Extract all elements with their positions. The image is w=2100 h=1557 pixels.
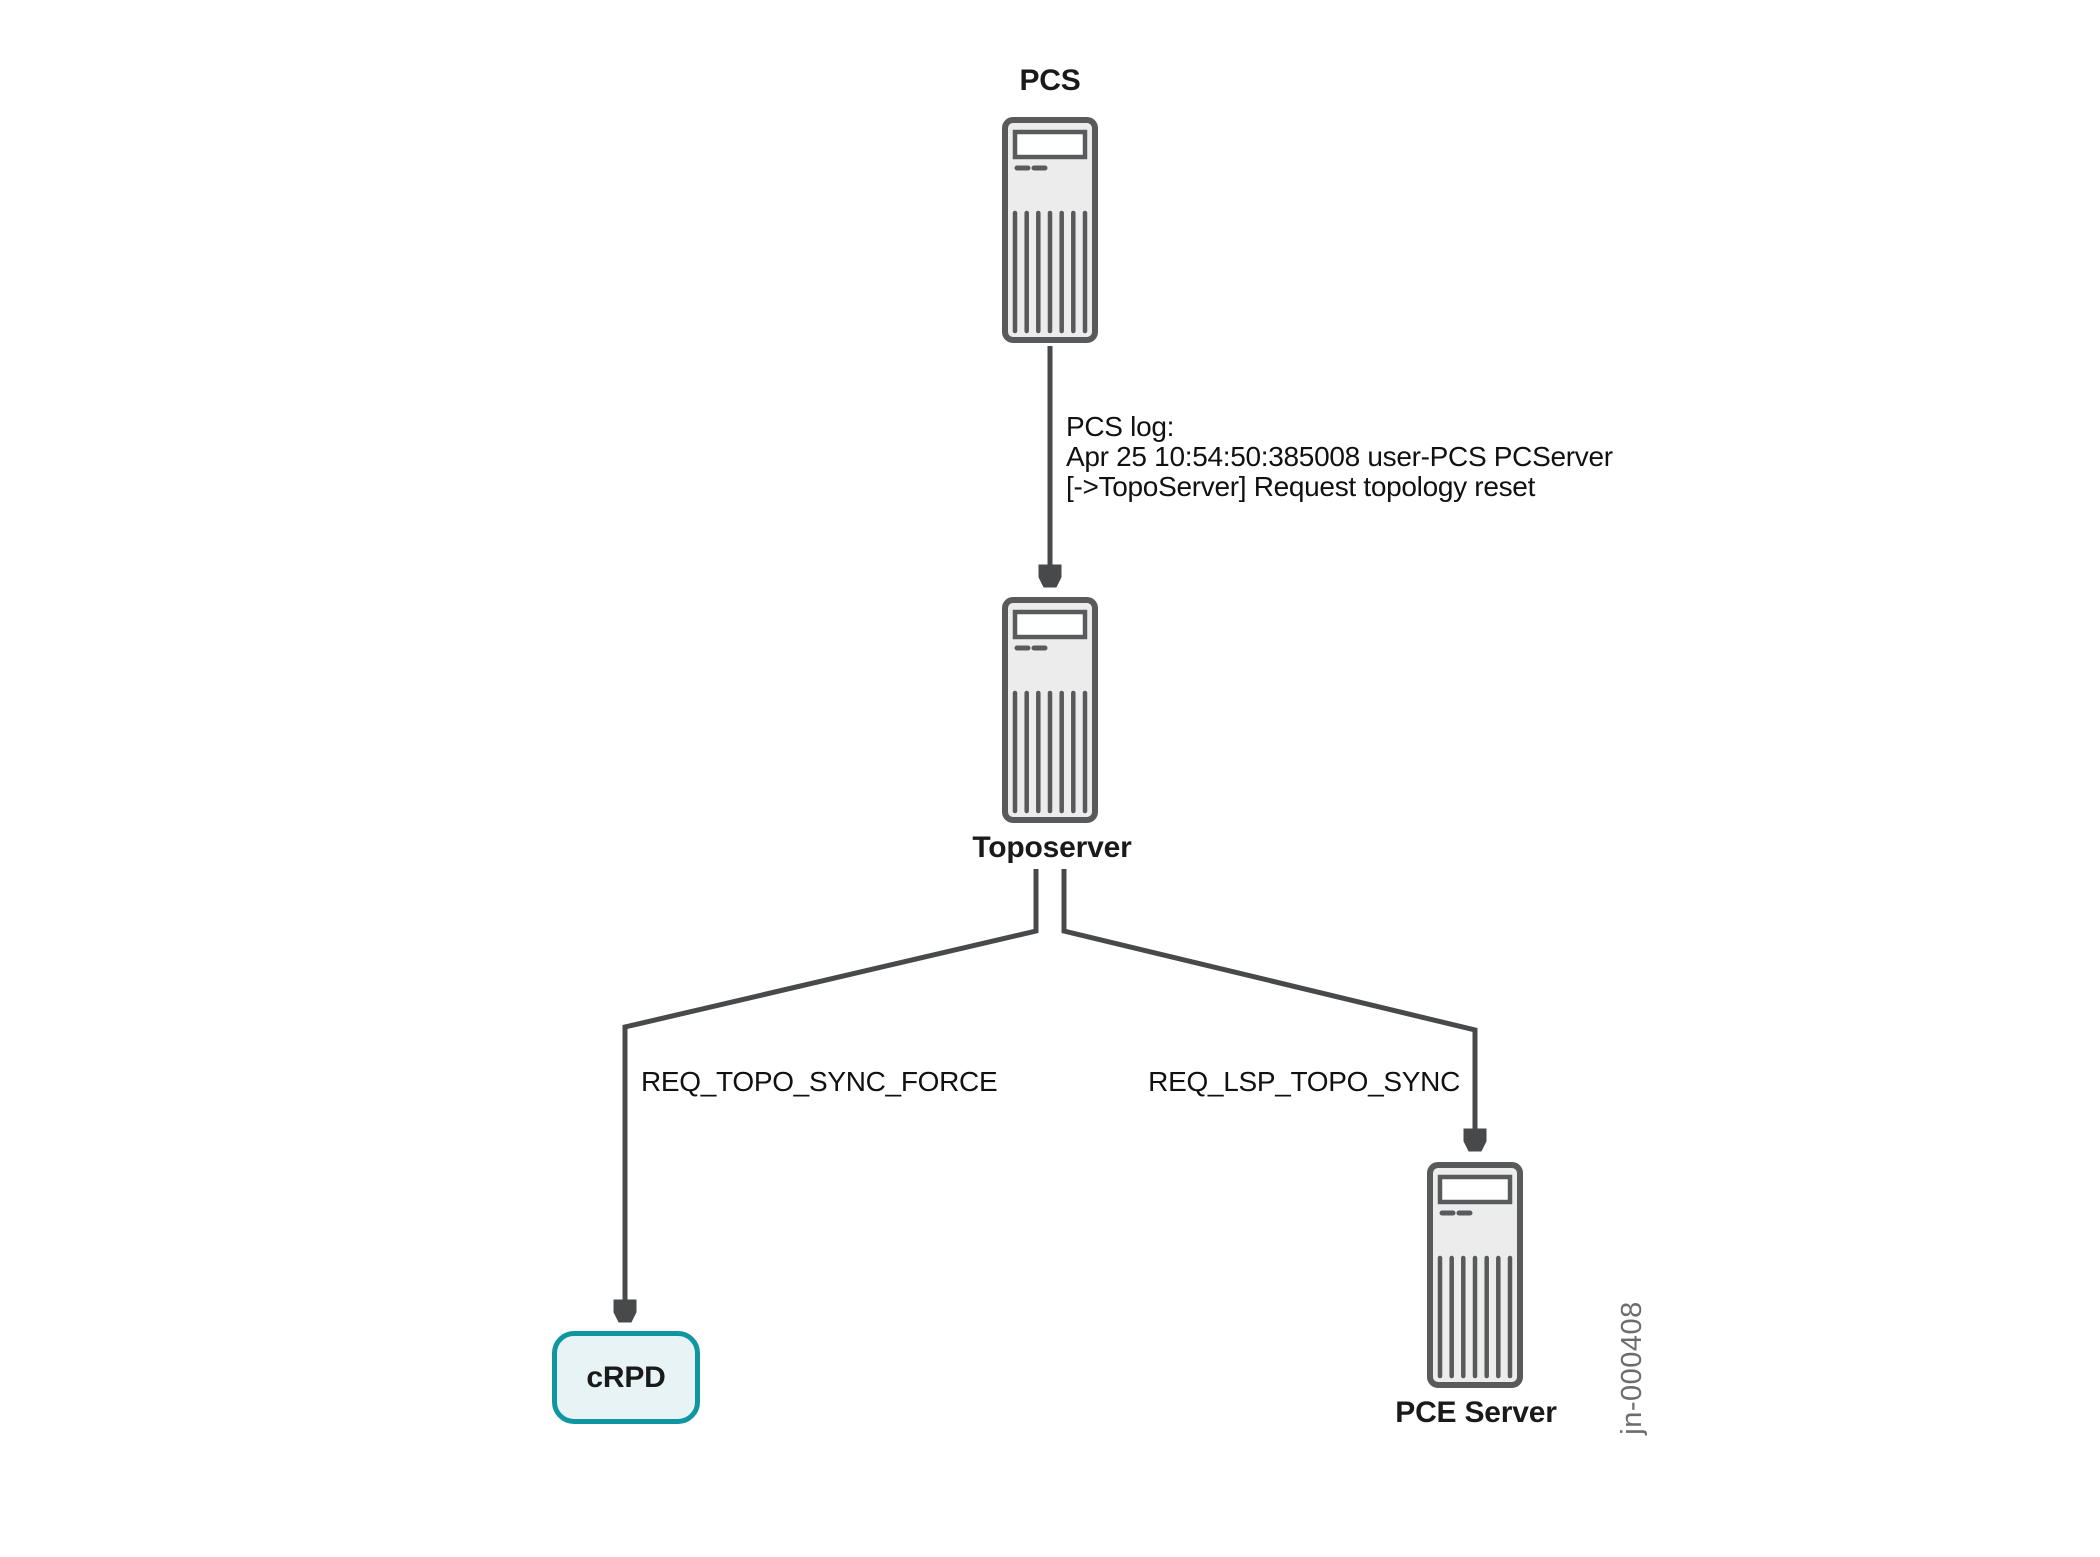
pcs-log-line: [->TopoServer] Request topology reset [1066, 471, 1536, 502]
pcs-log-line: PCS log: [1066, 411, 1175, 442]
pce-server-icon [1427, 1162, 1523, 1388]
crpd-node-label: cRPD [586, 1360, 666, 1394]
pcs-log-line: Apr 25 10:54:50:385008 user-PCS PCServer [1066, 441, 1613, 472]
crpd-node [552, 1331, 700, 1424]
pcs-node-label: PCS [1019, 64, 1081, 97]
toposerver-to-pce-arrow [1064, 869, 1475, 1148]
figure-id-watermark: jn-000408 [1616, 1301, 1648, 1435]
toposerver-server-icon [1002, 597, 1098, 823]
pcs-log-annotation [1066, 412, 1613, 502]
pcs-server-icon [1002, 117, 1098, 343]
pce-node-label: PCE Server [1395, 1396, 1557, 1429]
toposerver-node-label: Toposerver [972, 831, 1132, 864]
req-lsp-topo-sync-label: REQ_LSP_TOPO_SYNC [1148, 1066, 1460, 1097]
req-topo-sync-force-label: REQ_TOPO_SYNC_FORCE [641, 1066, 998, 1097]
